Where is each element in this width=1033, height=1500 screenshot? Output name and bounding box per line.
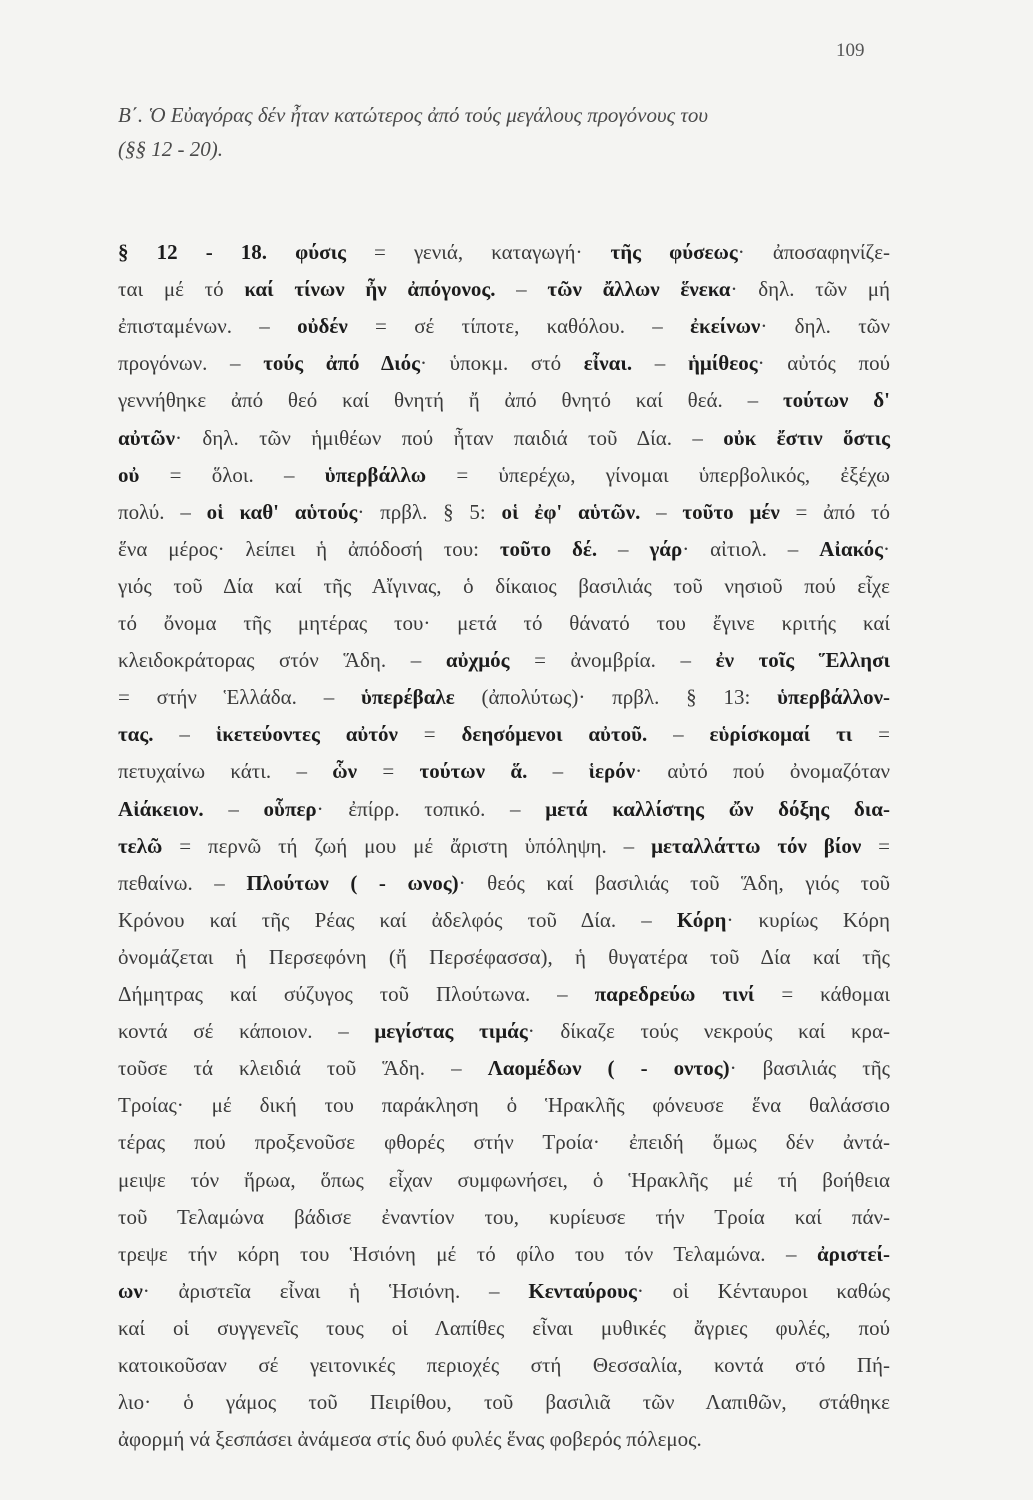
- gloss-text: = κάθομαι: [754, 982, 890, 1006]
- gloss-text: τό ὄνομα τῆς μητέρας του· μετά τό θάνατό του ἔγινε κριτής καί: [118, 611, 890, 635]
- headword: παρεδρεύω τινί: [594, 982, 755, 1006]
- gloss-text: προγόνων. –: [118, 351, 264, 376]
- gloss-text: λιο· ὁ γάμος τοῦ Πειρίθου, τοῦ βασιλιᾶ τῶν Λαπιθῶν, στάθηκε: [118, 1390, 890, 1415]
- text-line: [118, 537, 890, 562]
- headword: § 12 - 18. φύσις: [118, 240, 346, 264]
- text-line: [118, 1056, 890, 1081]
- gloss-text: =: [397, 722, 462, 747]
- gloss-text: = στήν Ἑλλάδα. –: [118, 685, 362, 710]
- headword: μετά καλλίστης ὤν δόξης δια-: [545, 796, 891, 821]
- gloss-text: ·: [883, 536, 890, 561]
- text-line: [118, 1316, 890, 1341]
- gloss-text: ἀφορμή νά ξεσπάσει ἀνάμεσα στίς δυό φυλές ἕνας φοβερός πόλεμος.: [118, 1427, 702, 1452]
- headword: ἡμίθεος: [687, 351, 758, 376]
- gloss-text: τοῦσε τά κλειδιά τοῦ Ἅδη. –: [118, 1056, 488, 1081]
- gloss-text: · αἰτιολ. –: [682, 536, 820, 561]
- gloss-text: κοντά σέ κάποιον. –: [118, 1019, 375, 1044]
- gloss-text: · αὐτό πού ὀνομαζόταν: [635, 759, 891, 784]
- headword: οἱ ἐφ' αὑτῶν.: [501, 499, 641, 524]
- gloss-text: · αὐτός πού: [757, 351, 891, 376]
- gloss-text: · θεός καί βασιλιάς τοῦ Ἅδη, γιός τοῦ: [458, 870, 890, 895]
- headword: γάρ: [649, 536, 683, 561]
- gloss-text: = σέ τίποτε, καθόλου. –: [347, 314, 691, 339]
- headword: τοῦτο μέν: [682, 499, 780, 524]
- gloss-text: · δηλ. τῶν: [760, 314, 890, 339]
- text-line: [118, 871, 890, 896]
- gloss-text: –: [527, 759, 589, 784]
- gloss-text: ἐπισταμένων. –: [118, 314, 298, 339]
- gloss-text: · δηλ. τῶν ἡμιθέων πού ἦταν παιδιά τοῦ Δία. –: [175, 425, 724, 450]
- headword: μεγίστας τιμάς: [374, 1019, 528, 1044]
- headword: τούτων δ': [782, 388, 890, 413]
- text-line: [118, 797, 890, 822]
- gloss-text: · δηλ. τῶν μή: [730, 277, 890, 302]
- gloss-text: τέρας πού προξενοῦσε φθορές στήν Τροία· ἐπειδή ὅμως δέν ἀντά-: [118, 1130, 890, 1155]
- text-line: [118, 1427, 890, 1452]
- headword: Κενταύρους: [528, 1278, 637, 1303]
- headword: ἀριστεί-: [816, 1241, 890, 1266]
- gloss-text: καί οἱ συγγενεῖς τους οἱ Λαπίθες εἶναι μυθικές ἄγριες φυλές, πού: [118, 1315, 890, 1340]
- text-line: [118, 611, 890, 636]
- headword: ὑπερβάλλω: [324, 462, 427, 487]
- headword: μεταλλάττω τόν βίον: [651, 833, 862, 858]
- gloss-text: τοῦ Τελαμώνα βάδισε ἐναντίον του, κυρίευσε τήν Τροία καί πάν-: [118, 1204, 890, 1229]
- gloss-text: πολύ. –: [118, 499, 207, 524]
- headword: αὐτῶν: [118, 425, 176, 450]
- text-line: [118, 982, 890, 1007]
- headword: τῆς φύσεως: [610, 240, 738, 264]
- headword: οὗπερ: [263, 796, 317, 821]
- text-line: [118, 314, 890, 339]
- text-line: [118, 500, 890, 525]
- headword: Κόρη: [676, 907, 727, 932]
- headword: οὐδέν: [297, 314, 348, 339]
- text-line: [118, 240, 890, 265]
- gloss-text: γεννήθηκε ἀπό θεό καί θνητή ἤ ἀπό θνητό καί θεά. –: [118, 388, 783, 413]
- text-line: [118, 1242, 890, 1267]
- text-line: [118, 1205, 890, 1230]
- headword: τοῦτο δέ.: [499, 536, 598, 561]
- gloss-text: ται μέ τό: [118, 277, 245, 302]
- text-line: [118, 1168, 890, 1193]
- gloss-text: = γενιά, καταγωγή·: [345, 240, 611, 264]
- gloss-text: πεθαίνω. –: [118, 870, 247, 895]
- headword: τῶν ἄλλων ἕνεκα: [547, 277, 731, 302]
- headword: ὧν: [332, 759, 358, 784]
- gloss-text: –: [597, 536, 650, 561]
- gloss-text: = ἀπό τό: [779, 499, 890, 524]
- text-line: [118, 722, 890, 747]
- gloss-text: =: [357, 759, 420, 784]
- headword: τελῶ: [118, 833, 163, 858]
- gloss-text: τρεψε τήν κόρη του Ἡσιόνη μέ τό φίλο του τόν Τελαμώνα. –: [118, 1241, 817, 1266]
- gloss-text: –: [640, 499, 683, 524]
- gloss-text: = ἀνομβρία. –: [509, 648, 716, 673]
- headword: οἱ καθ' αὑτούς: [206, 499, 358, 524]
- gloss-text: · πρβλ. § 5:: [357, 499, 502, 524]
- gloss-text: Τροίας· μέ δική του παράκληση ὁ Ἡρακλῆς φόνευσε ἕνα θαλάσσιο: [118, 1093, 890, 1118]
- text-line: [118, 1130, 890, 1155]
- gloss-text: · ἐπίρρ. τοπικό. –: [316, 796, 546, 821]
- gloss-text: –: [495, 277, 548, 302]
- gloss-text: μειψε τόν ἥρωα, ὅπως εἶχαν συμφωνήσει, ὁ Ἡρακλῆς μέ τή βοήθεια: [118, 1167, 890, 1192]
- text-line: [118, 834, 890, 859]
- text-line: [118, 1390, 890, 1415]
- gloss-text: = περνῶ τή ζωή μου μέ ἄριστη ὑπόληψη. –: [162, 833, 652, 858]
- gloss-text: ὀνομάζεται ἡ Περσεφόνη (ἤ Περσέφασσα), ἡ θυγατέρα τοῦ Δία καί τῆς: [118, 944, 890, 969]
- text-line: [118, 351, 890, 376]
- gloss-text: –: [153, 722, 216, 747]
- text-line: [118, 1279, 890, 1304]
- gloss-text: πετυχαίνω κάτι. –: [118, 759, 333, 784]
- gloss-text: –: [647, 722, 710, 747]
- headword: τας.: [118, 722, 154, 747]
- text-line: [118, 685, 890, 710]
- headword: αὐχμός: [445, 648, 510, 673]
- headword: ἱερόν: [588, 759, 636, 784]
- gloss-text: · ἀποσαφηνίζε-: [737, 240, 891, 264]
- gloss-text: =: [852, 722, 891, 747]
- gloss-text: = ὅλοι. –: [139, 462, 325, 487]
- section-heading: [118, 98, 908, 166]
- gloss-text: ἕνα μέρος· λείπει ἡ ἀπόδοσή του:: [118, 536, 500, 561]
- text-line: [118, 1019, 890, 1044]
- text-line: [118, 574, 890, 599]
- headword: τούς ἀπό Διός: [263, 351, 421, 376]
- text-line: [118, 277, 890, 302]
- headword: εὑρίσκομαί τι: [709, 722, 853, 747]
- headword: ἐκείνων: [690, 314, 761, 339]
- gloss-text: = ὑπερέχω, γίνομαι ὑπερβολικός, ἐξέχω: [426, 462, 890, 487]
- headword: τούτων ἅ.: [419, 759, 528, 784]
- headword: ἱκετεύοντες αὐτόν: [215, 722, 398, 747]
- headword: Πλούτων ( - ωνος): [246, 870, 459, 895]
- section-heading-line: (§§ 12 - 20).: [118, 137, 223, 161]
- gloss-text: Δήμητρας καί σύζυγος τοῦ Πλούτωνα. –: [118, 982, 595, 1006]
- headword: Αἰακός: [819, 536, 883, 561]
- headword: δεησόμενοι αὐτοῦ.: [461, 722, 648, 747]
- headword: εἶναι.: [583, 351, 633, 376]
- headword: ὑπερβάλλον-: [777, 685, 890, 710]
- gloss-text: κλειδοκράτορας στόν Ἅδη. –: [118, 648, 446, 673]
- gloss-text: –: [203, 796, 264, 821]
- text-line: [118, 388, 890, 413]
- gloss-text: γιός τοῦ Δία καί τῆς Αἴγινας, ὁ δίκαιος βασιλιάς τοῦ νησιοῦ πού εἶχε: [118, 573, 890, 598]
- text-line: [118, 908, 890, 933]
- headword: ἐν τοῖς Ἕλλησι: [715, 648, 891, 673]
- headword: Αἰάκειον.: [118, 796, 204, 821]
- text-line: [118, 648, 890, 673]
- gloss-text: · ἀριστεῖα εἶναι ἡ Ἡσιόνη. –: [142, 1278, 529, 1303]
- text-line: [118, 426, 890, 451]
- gloss-text: · οἱ Κένταυροι καθώς: [636, 1278, 891, 1303]
- gloss-text: · βασιλιάς τῆς: [729, 1056, 890, 1081]
- gloss-text: –: [632, 351, 688, 376]
- headword: Λαομέδων ( - οντος): [487, 1056, 730, 1081]
- gloss-text: (ἀπολύτως)· πρβλ. § 13:: [454, 685, 778, 710]
- gloss-text: κατοικοῦσαν σέ γειτονικές περιοχές στή Θεσσαλία, κοντά στό Πή-: [118, 1353, 890, 1377]
- text-line: [118, 1353, 890, 1378]
- page-number: 109: [836, 40, 865, 61]
- text-line: [118, 759, 890, 784]
- text-line: [118, 1093, 890, 1118]
- headword: ων: [118, 1278, 143, 1303]
- section-heading-line: Β΄. Ὁ Εὐαγόρας δέν ἦταν κατώτερος ἀπό τούς μεγάλους προγόνους του: [118, 103, 709, 127]
- gloss-text: · ὑποκμ. στό: [420, 351, 584, 376]
- gloss-text: Κρόνου καί τῆς Ρέας καί ἀδελφός τοῦ Δία. –: [118, 907, 677, 932]
- text-line: [118, 463, 890, 488]
- gloss-text: =: [861, 833, 890, 858]
- text-line: [118, 945, 890, 970]
- gloss-text: · κυρίως Κόρη: [726, 907, 891, 932]
- headword: καί τίνων ἦν ἀπόγονος.: [244, 277, 496, 302]
- headword: οὐ: [118, 462, 140, 487]
- headword: ὑπερέβαλε: [361, 685, 455, 710]
- gloss-text: · δίκαζε τούς νεκρούς καί κρα-: [527, 1019, 890, 1044]
- headword: οὐκ ἔστιν ὅστις: [723, 425, 890, 450]
